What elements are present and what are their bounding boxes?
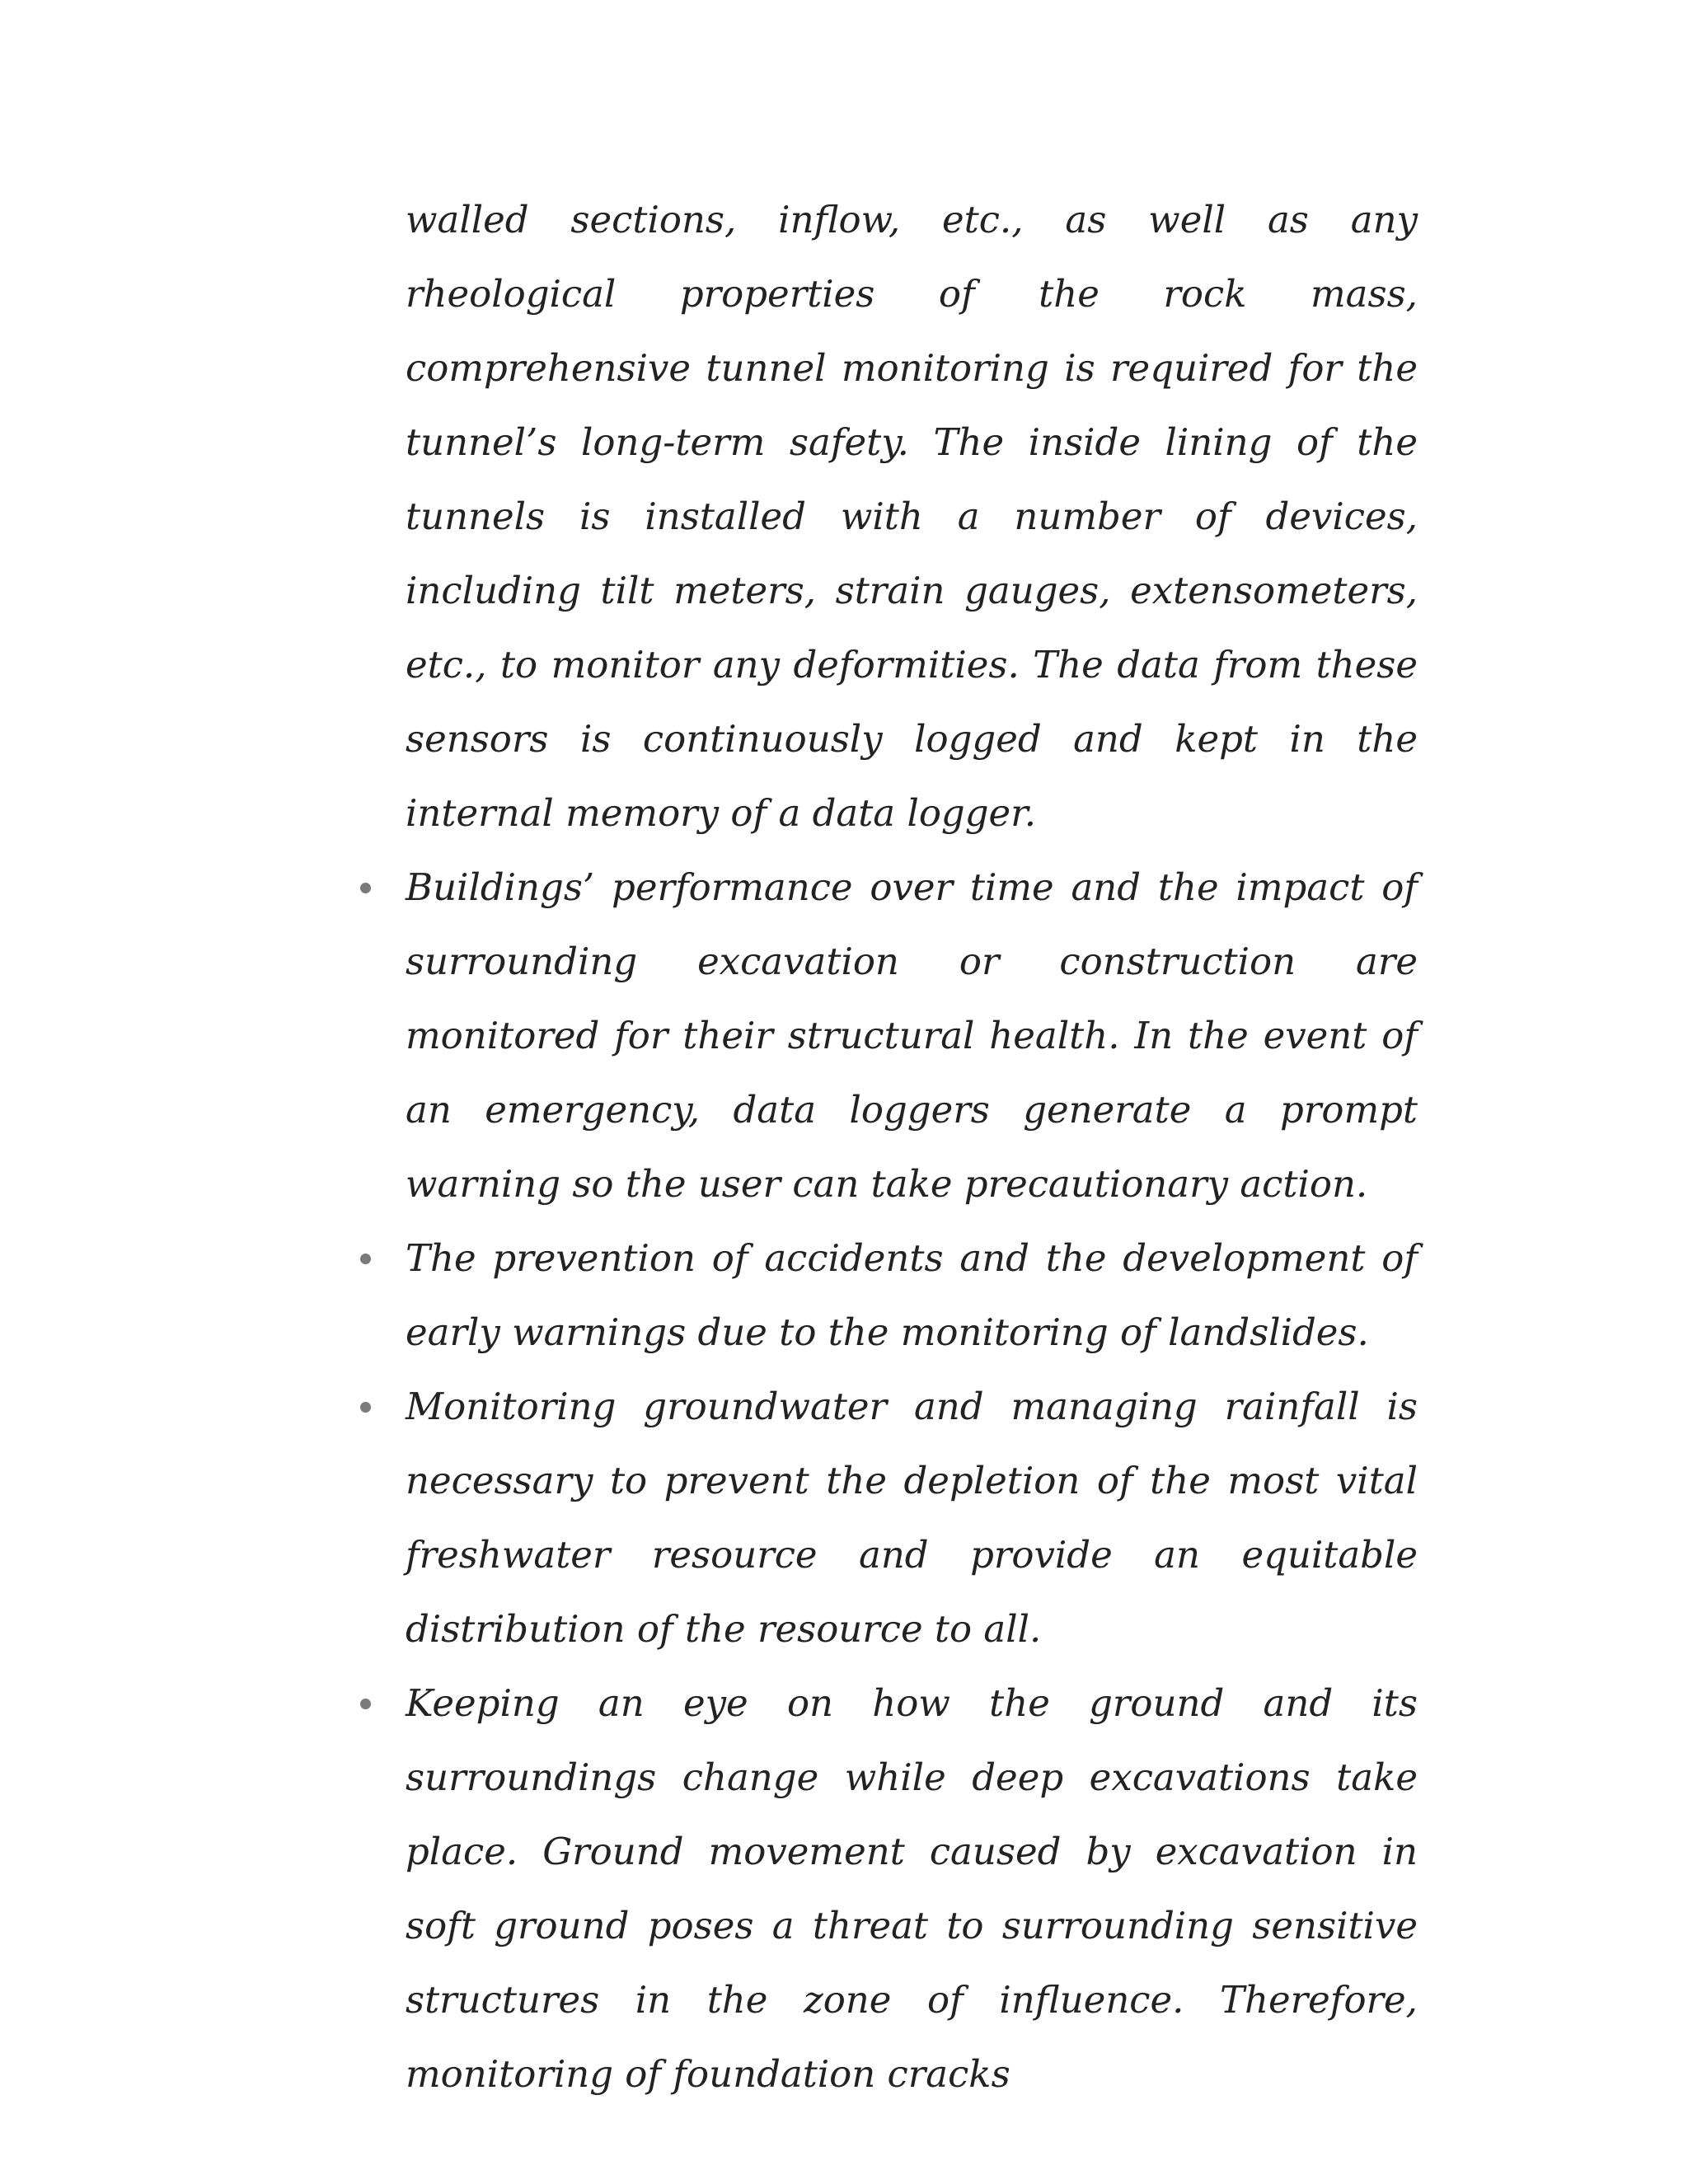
continuation-paragraph: walled sections, inflow, etc., as well as any rheological properties of the rock mass, comprehensive tunnel monitoring is required for the tunnel’s long-term safety. The inside lining of the tunnels is installed with a number of devices, including tilt meters, strain gauges, extensometers, etc., to monitor any deformities. The data from these sensors is continuously logged and kept in the internal memory of a data logger. <box>406 198 1418 835</box>
list-item-text: Monitoring groundwater and managing rainfall is necessary to prevent the depletion of the most vital freshwater resource and provide an equitable distribution of the resource to all. <box>406 1385 1418 1651</box>
list-item-text: Keeping an eye on how the ground and its surroundings change while deep excavations take place. Ground movement caused by excavation in soft ground poses a threat to surrounding sensitive structures in the zone of influence. Therefore, monitoring of foundation cracks <box>406 1681 1418 2096</box>
bullet-dot-icon <box>360 883 371 893</box>
list-item-text: Buildings’ performance over time and the impact of surrounding excavation or construction are monitored for their structural health. In the event of an emergency, data loggers generate a prompt warning so the user can take precautionary action. <box>406 865 1418 1206</box>
bullet-list <box>406 851 1418 2111</box>
bullet-dot-icon <box>360 1402 371 1413</box>
list-item <box>406 1370 1418 1666</box>
list-item <box>406 1666 1418 2111</box>
list-item <box>406 1221 1418 1370</box>
list-item-text: The prevention of accidents and the development of early warnings due to the monitoring of landslides. <box>406 1236 1418 1354</box>
list-item <box>406 851 1418 1221</box>
body-text <box>406 183 1418 2111</box>
bullet-dot-icon <box>360 1254 371 1264</box>
bullet-dot-icon <box>360 1699 371 1709</box>
